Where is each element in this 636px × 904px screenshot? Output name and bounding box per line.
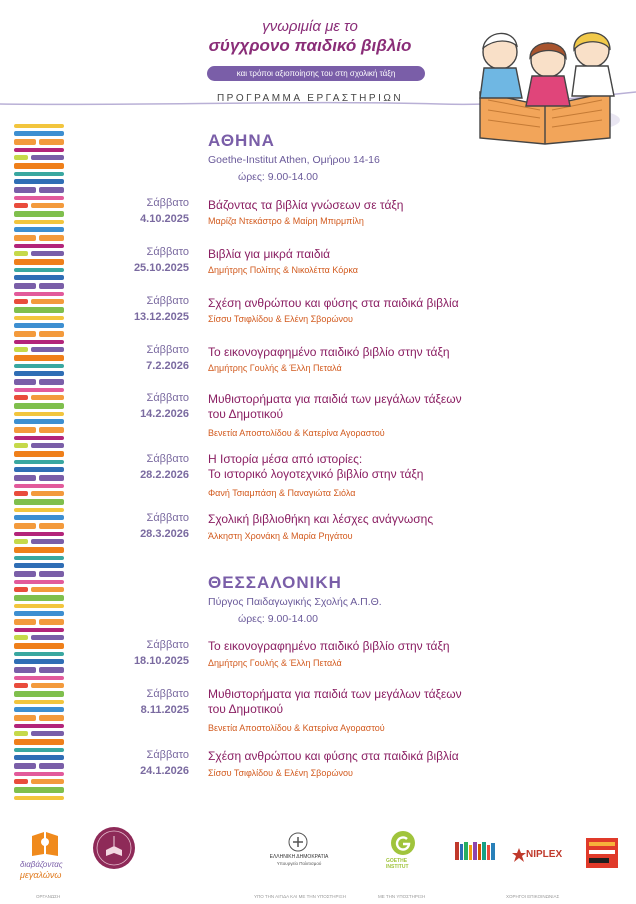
book-spine — [39, 187, 64, 193]
session-speakers: Άλκηστη Χρονάκη & Μαρία Ρηγάτου — [208, 531, 353, 541]
session-title: Σχολική βιβλιοθήκη και λέσχες ανάγνωσης — [208, 512, 434, 526]
book-spine — [31, 155, 64, 160]
ministry-label: ΥΠΟ ΤΗΝ ΑΙΓΙΔΑ ΚΑΙ ΜΕ ΤΗΝ ΥΠΟΣΤΗΡΙΞΗ — [254, 894, 346, 899]
ministry-line2: Υπουργείο Πολιτισμού — [276, 861, 322, 866]
session-title-line-2: Το ιστορικό λογοτεχνικό βιβλίο στην τάξη — [208, 467, 424, 481]
book-spine — [31, 491, 64, 496]
book-spine — [14, 491, 28, 496]
book-spine — [14, 556, 64, 560]
session-date: 18.10.2025 — [133, 655, 189, 667]
book-spine — [14, 251, 28, 256]
book-spine — [14, 379, 36, 385]
book-spine — [14, 227, 64, 232]
book-spine — [14, 179, 64, 184]
session-day: Σάββατο — [146, 512, 189, 524]
book-spine — [14, 460, 64, 464]
book-spine — [14, 707, 64, 712]
book-spine — [14, 163, 64, 169]
book-spine — [14, 515, 64, 520]
book-spine — [14, 347, 28, 352]
book-spine — [14, 371, 64, 376]
book-spine — [39, 427, 64, 433]
book-spine — [31, 299, 64, 304]
thessaloniki-city-heading: ΘΕΣΣΑΛΟΝΙΚΗ — [208, 573, 342, 592]
session-speakers: Βενετία Αποστολίδου & Κατερίνα Αγοραστού — [208, 428, 385, 438]
book-spine — [14, 739, 64, 745]
org-label: ΟΡΓΑΝΩΣΗ — [36, 894, 61, 899]
goethe-label: ΜΕ ΤΗΝ ΥΠΟΣΤΗΡΙΞΗ — [378, 894, 426, 899]
book-spine — [14, 628, 64, 632]
sponsor-label: ΧΟΡΗΓΟΙ ΕΠΙΚΟΙΝΩΝΙΑΣ — [506, 894, 560, 899]
session-day: Σάββατο — [146, 639, 189, 651]
book-spine — [14, 436, 64, 440]
session-day: Σάββατο — [146, 295, 189, 307]
book-spine — [14, 316, 64, 320]
logo1-line2: μεγαλώνω — [20, 870, 62, 880]
book-spine — [31, 587, 64, 592]
book-spine — [14, 427, 36, 433]
session-date: 25.10.2025 — [133, 262, 189, 274]
book-spine — [14, 715, 36, 721]
book-spine — [14, 643, 64, 649]
session-date: 14.2.2026 — [140, 408, 189, 420]
book-spine — [14, 563, 64, 568]
book-spine — [14, 412, 64, 416]
book-spine — [14, 268, 64, 272]
book-spine — [14, 772, 64, 776]
session-day: Σάββατο — [146, 453, 189, 465]
book-spine — [14, 244, 64, 248]
book-spine — [31, 347, 64, 352]
book-spine — [14, 275, 64, 280]
session-title: Σχέση ανθρώπου και φύσης στα παιδικά βιβλία — [208, 749, 459, 763]
session-title: Το εικονογραφημένο παιδικό βιβλίο στην τάξη — [208, 639, 450, 653]
book-spine — [39, 475, 64, 481]
book-spine — [14, 307, 64, 313]
book-spine — [14, 683, 28, 688]
session-day: Σάββατο — [146, 344, 189, 356]
program-label: ΠΡΟΓΡΑΜΜΑ ΕΡΓΑΣΤΗΡΙΩΝ — [216, 93, 404, 104]
greek-coat-of-arms-icon — [288, 832, 308, 852]
session-speakers: Μαρίζα Ντεκάστρο & Μαίρη Μπιρμπίλη — [208, 216, 364, 226]
book-spine — [14, 755, 64, 760]
session-date: 13.12.2025 — [133, 311, 189, 323]
book-spine — [14, 451, 64, 457]
book-spine — [31, 251, 64, 256]
book-spine — [14, 340, 64, 344]
thessaloniki-venue: Πύργος Παιδαγωγικής Σχολής Α.Π.Θ. — [208, 596, 382, 608]
book-spine — [14, 299, 28, 304]
book-spine — [39, 571, 64, 577]
book-spine — [14, 220, 64, 224]
session-speakers: Σίσσυ Τσιφλίδου & Ελένη Σβορώνου — [208, 314, 353, 324]
book-spine — [14, 700, 64, 704]
book-spine — [14, 155, 28, 160]
session-title: Βιβλία για μικρά παιδιά — [208, 247, 331, 261]
reading-growing-logo-icon — [30, 828, 60, 858]
session-speakers: Φανή Τσιαμπάση & Παναγιώτα Σιόλα — [208, 488, 356, 498]
book-spine — [14, 763, 36, 769]
session-date: 4.10.2025 — [140, 213, 189, 225]
book-spine — [39, 379, 64, 385]
session-speakers: Δημήτρης Γουλής & Έλλη Πεταλά — [208, 658, 342, 668]
book-spine — [14, 331, 36, 337]
book-spine — [14, 587, 28, 592]
book-spine — [14, 796, 64, 800]
book-spine — [39, 523, 64, 529]
session-date: 8.11.2025 — [140, 704, 189, 716]
ministry-line1: ΕΛΛΗΝΙΚΗ ΔΗΜΟΚΡΑΤΙΑ — [269, 854, 329, 860]
book-spine — [14, 731, 28, 736]
book-spine — [14, 475, 36, 481]
book-spine — [14, 364, 64, 368]
goethe-line1: GOETHE — [386, 858, 408, 864]
book-spine — [14, 595, 64, 601]
book-spine — [31, 683, 64, 688]
book-spine — [14, 787, 64, 793]
session-date: 7.2.2026 — [146, 360, 189, 372]
book-spine — [14, 779, 28, 784]
session-title: Μυθιστορήματα για παιδιά των μεγάλων τάξεων — [208, 687, 462, 701]
book-spine — [14, 172, 64, 176]
book-spine — [14, 467, 64, 472]
book-spine — [14, 691, 64, 697]
book-spine — [14, 539, 28, 544]
book-spine — [39, 331, 64, 337]
book-spine — [14, 580, 64, 584]
book-spine — [14, 292, 64, 296]
book-spine — [39, 139, 64, 145]
athens-venue: Goethe-Institut Athen, Ομήρου 14-16 — [208, 154, 380, 166]
footer-logos — [0, 818, 636, 904]
book-spine — [39, 619, 64, 625]
book-spine — [39, 715, 64, 721]
book-spine — [31, 539, 64, 544]
session-date: 24.1.2026 — [140, 765, 189, 777]
children-reading-illustration — [460, 10, 630, 145]
book-spine — [14, 667, 36, 673]
book-spine — [14, 484, 64, 488]
book-spine — [14, 259, 64, 265]
book-spine — [31, 779, 64, 784]
association-emblem-icon — [92, 826, 136, 870]
goethe-line2: INSTITUT — [386, 864, 409, 870]
book-spine — [14, 652, 64, 656]
book-spine — [31, 395, 64, 400]
book-spine — [39, 763, 64, 769]
book-spine — [14, 604, 64, 608]
session-title: Σχέση ανθρώπου και φύσης στα παιδικά βιβλία — [208, 296, 459, 310]
book-spine — [14, 124, 64, 128]
athens-hours: ώρες: 9.00-14.00 — [238, 171, 318, 183]
book-spine — [14, 139, 36, 145]
title-line-1: γνωριμία με το — [262, 18, 358, 35]
book-spine — [31, 635, 64, 640]
session-day: Σάββατο — [146, 688, 189, 700]
session-speakers: Δημήτρης Γουλής & Έλλη Πεταλά — [208, 363, 342, 373]
book-spine — [14, 403, 64, 409]
session-title: Βάζοντας τα βιβλία γνώσεων σε τάξη — [208, 198, 404, 212]
session-speakers: Σίσσυ Τσιφλίδου & Ελένη Σβορώνου — [208, 768, 353, 778]
book-spine — [14, 443, 28, 448]
goethe-institut-logo-icon — [390, 830, 416, 856]
session-day: Σάββατο — [146, 197, 189, 209]
session-speakers: Βενετία Αποστολίδου & Κατερίνα Αγοραστού — [208, 723, 385, 733]
session-day: Σάββατο — [146, 392, 189, 404]
kids-media-logo-icon — [586, 836, 618, 870]
niplex-star-icon — [512, 848, 526, 862]
book-spine — [14, 187, 36, 193]
book-spine — [39, 667, 64, 673]
book-spine — [14, 724, 64, 728]
book-spine — [14, 148, 64, 152]
book-spine — [14, 508, 64, 512]
book-spine — [14, 499, 64, 505]
session-title: Μυθιστορήματα για παιδιά των μεγάλων τάξεων — [208, 392, 462, 406]
subtitle-pill: και τρόποι αξιοποίησης του στη σχολική τάξη — [207, 66, 425, 81]
session-speakers: Δημήτρης Πολίτης & Νικολέττα Κόρκα — [208, 265, 358, 275]
book-spine — [14, 388, 64, 392]
book-spine — [14, 571, 36, 577]
book-spine — [31, 203, 64, 208]
book-spine — [14, 211, 64, 217]
book-spine — [14, 635, 28, 640]
book-spine — [14, 131, 64, 136]
bookshelf-logo-icon — [455, 840, 495, 862]
niplex-logo: NIPLEX — [526, 849, 563, 860]
book-spine — [39, 235, 64, 241]
book-spine — [14, 323, 64, 328]
book-spine — [14, 619, 36, 625]
session-day: Σάββατο — [146, 749, 189, 761]
book-spine — [14, 611, 64, 616]
logo1-line1: διαβάζοντας — [20, 860, 63, 869]
book-spine — [14, 547, 64, 553]
session-day: Σάββατο — [146, 246, 189, 258]
book-spine — [14, 355, 64, 361]
book-spine — [14, 235, 36, 241]
session-title-line-2: του Δημοτικού — [208, 407, 284, 421]
session-title: Το εικονογραφημένο παιδικό βιβλίο στην τάξη — [208, 345, 450, 359]
book-spine — [39, 283, 64, 289]
colorful-books-strip — [14, 124, 64, 804]
book-spine — [14, 676, 64, 680]
book-spine — [14, 395, 28, 400]
thessaloniki-hours: ώρες: 9.00-14.00 — [238, 613, 318, 625]
book-spine — [14, 748, 64, 752]
book-spine — [14, 283, 36, 289]
book-spine — [14, 659, 64, 664]
book-spine — [31, 443, 64, 448]
session-title-line-2: του Δημοτικού — [208, 702, 284, 716]
book-spine — [14, 523, 36, 529]
title-line-2: σύγχρονο παιδικό βιβλίο — [208, 36, 412, 55]
book-spine — [14, 532, 64, 536]
book-spine — [14, 196, 64, 200]
athens-city-heading: ΑΘΗΝΑ — [208, 131, 275, 150]
book-spine — [14, 203, 28, 208]
book-spine — [14, 419, 64, 424]
session-date: 28.3.2026 — [140, 528, 189, 540]
session-title: Η Ιστορία μέσα από ιστορίες: — [208, 452, 363, 466]
session-date: 28.2.2026 — [140, 469, 189, 481]
book-spine — [31, 731, 64, 736]
